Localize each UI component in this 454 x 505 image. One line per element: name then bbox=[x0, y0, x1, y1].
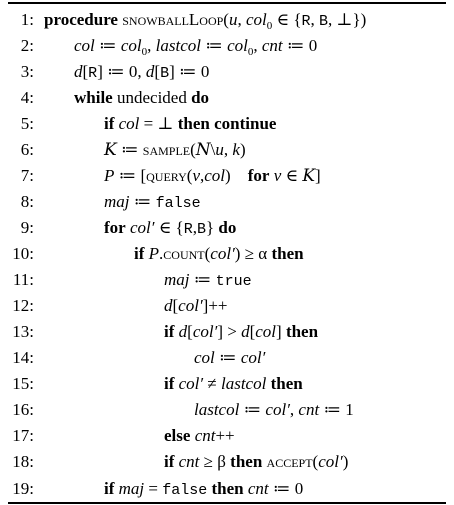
code-token: ( bbox=[190, 140, 196, 159]
code-token: d bbox=[74, 62, 83, 81]
line-code bbox=[104, 215, 236, 243]
line-number: 10: bbox=[12, 244, 34, 263]
code-token: col′ bbox=[318, 452, 343, 471]
algorithm-line bbox=[0, 111, 454, 137]
keyword: do bbox=[218, 218, 237, 237]
keyword: else bbox=[164, 426, 191, 445]
code-token: undecided bbox=[112, 88, 192, 107]
line-number: 12: bbox=[12, 296, 34, 315]
line-number: 18: bbox=[12, 452, 34, 471]
code-token: col bbox=[204, 166, 226, 185]
code-token: ]++ bbox=[202, 296, 228, 315]
line-code bbox=[104, 189, 201, 217]
keyword: then bbox=[211, 479, 244, 498]
line-number: 2: bbox=[20, 36, 34, 55]
keyword: then continue bbox=[177, 114, 277, 133]
algorithm-line bbox=[0, 137, 454, 163]
procedure-name: accept bbox=[266, 452, 313, 471]
code-token: , ⊥}) bbox=[328, 10, 367, 29]
code-token: P bbox=[104, 166, 115, 185]
code-token: col bbox=[194, 348, 215, 367]
line-number: 14: bbox=[12, 348, 34, 367]
code-token: , bbox=[253, 36, 262, 55]
code-token: = ⊥ bbox=[139, 114, 178, 133]
code-token: k bbox=[232, 140, 240, 159]
line-code bbox=[74, 85, 209, 111]
code-token: ) bbox=[225, 166, 248, 185]
code-token: ≔ bbox=[116, 140, 143, 159]
code-token: ≔ 0 bbox=[268, 479, 304, 498]
line-number: 8: bbox=[20, 192, 34, 211]
code-token: ++ bbox=[215, 426, 235, 445]
procedure-name: query bbox=[146, 166, 187, 185]
line-code bbox=[104, 111, 276, 137]
line-code bbox=[164, 293, 228, 319]
code-token: ( bbox=[204, 244, 211, 263]
algorithm-line bbox=[0, 476, 454, 502]
code-token: , bbox=[310, 10, 320, 29]
line-code bbox=[74, 33, 317, 61]
code-token: B bbox=[196, 221, 206, 238]
code-token: ≥ β bbox=[199, 452, 231, 471]
keyword: if bbox=[104, 114, 115, 133]
code-token: ≔ bbox=[200, 36, 228, 55]
line-number: 7: bbox=[20, 166, 34, 185]
code-token: cnt bbox=[298, 400, 320, 419]
code-token: maj bbox=[164, 270, 190, 289]
code-token: 0 bbox=[247, 46, 254, 58]
keyword: for bbox=[247, 166, 270, 185]
code-token: ( bbox=[312, 452, 319, 471]
code-token: u bbox=[228, 10, 238, 29]
keyword: do bbox=[191, 88, 210, 107]
code-token: ( bbox=[186, 166, 193, 185]
algorithm-line bbox=[0, 85, 454, 111]
code-token: K bbox=[104, 140, 117, 160]
keyword: then bbox=[270, 374, 303, 393]
code-token: ∈ { bbox=[154, 218, 184, 237]
keyword: if bbox=[164, 322, 175, 341]
code-token: R bbox=[301, 13, 311, 30]
line-number: 13: bbox=[12, 322, 34, 341]
code-token: [ bbox=[82, 62, 89, 81]
line-code bbox=[104, 163, 321, 189]
code-token: cnt bbox=[261, 36, 283, 55]
code-token: cnt bbox=[247, 479, 269, 498]
code-token: R bbox=[88, 65, 98, 82]
code-token: col′ bbox=[240, 348, 266, 367]
code-token: , bbox=[223, 140, 233, 159]
code-token: lastcol bbox=[194, 400, 240, 419]
line-code bbox=[164, 423, 235, 449]
algorithm-line bbox=[0, 189, 454, 215]
code-token: d bbox=[145, 62, 155, 81]
line-code bbox=[194, 397, 354, 423]
code-token: ) bbox=[239, 140, 246, 159]
algorithm-line bbox=[0, 345, 454, 371]
code-token: ) bbox=[342, 452, 349, 471]
keyword: then bbox=[285, 322, 319, 341]
keyword: for bbox=[104, 218, 126, 237]
code-token: ≔ bbox=[94, 36, 121, 55]
algorithm-line bbox=[0, 397, 454, 423]
algorithm-line bbox=[0, 7, 454, 33]
line-code bbox=[164, 449, 348, 475]
code-token: ≠ bbox=[203, 374, 221, 393]
algorithm-line bbox=[0, 449, 454, 475]
code-token: ] ≔ 0 bbox=[169, 62, 210, 81]
keyword: if bbox=[104, 479, 115, 498]
code-token: ≔ bbox=[239, 400, 266, 419]
code-token: maj bbox=[104, 192, 130, 211]
code-token: d bbox=[164, 296, 173, 315]
code-token: P bbox=[148, 244, 160, 263]
algorithm-line bbox=[0, 293, 454, 319]
code-token: , bbox=[147, 36, 156, 55]
keyword: if bbox=[164, 374, 175, 393]
code-token: d bbox=[241, 322, 250, 341]
code-token: col′ bbox=[265, 400, 290, 419]
code-token: true bbox=[215, 273, 252, 290]
code-token: cnt bbox=[178, 452, 200, 471]
line-number: 5: bbox=[20, 114, 34, 133]
line-code bbox=[164, 267, 252, 295]
line-code bbox=[164, 319, 318, 345]
code-token: ∈ { bbox=[272, 10, 302, 29]
procedure-name: snowballLoop bbox=[122, 10, 224, 29]
code-token: , bbox=[237, 10, 246, 29]
line-code bbox=[104, 137, 246, 163]
code-token: N bbox=[195, 140, 211, 160]
line-number: 9: bbox=[20, 218, 34, 237]
code-token: col′ bbox=[192, 322, 218, 341]
keyword: while bbox=[74, 88, 113, 107]
code-token: maj bbox=[118, 479, 145, 498]
code-token: cnt bbox=[194, 426, 216, 445]
code-token: v bbox=[192, 166, 201, 185]
keyword: then bbox=[271, 244, 304, 263]
code-token: ≔ bbox=[129, 192, 156, 211]
code-token: ( bbox=[223, 10, 229, 29]
algorithm-line bbox=[0, 423, 454, 449]
algorithm-line bbox=[0, 241, 454, 267]
code-token: B bbox=[319, 13, 329, 30]
top-rule bbox=[8, 2, 446, 4]
code-token: ] ≔ 0, bbox=[97, 62, 146, 81]
code-token: col bbox=[227, 36, 248, 55]
line-code bbox=[74, 59, 209, 87]
code-token: ≔ 1 bbox=[319, 400, 354, 419]
line-code bbox=[134, 241, 304, 267]
line-number: 1: bbox=[20, 10, 34, 29]
code-token: B bbox=[160, 65, 170, 82]
line-number: 16: bbox=[12, 400, 34, 419]
algorithm-line bbox=[0, 371, 454, 397]
code-token: col′ bbox=[210, 244, 235, 263]
code-token: ] > bbox=[217, 322, 242, 341]
code-token: col′ bbox=[129, 218, 155, 237]
line-code bbox=[194, 345, 265, 371]
code-token: false bbox=[162, 482, 208, 499]
code-token: = bbox=[144, 479, 163, 498]
code-token: } bbox=[206, 218, 219, 237]
line-number: 17: bbox=[12, 426, 34, 445]
algorithm-line bbox=[0, 59, 454, 85]
line-code bbox=[44, 7, 366, 35]
line-number: 3: bbox=[20, 62, 34, 81]
line-code bbox=[104, 476, 303, 504]
line-number: 6: bbox=[20, 140, 34, 159]
line-number: 11: bbox=[12, 270, 34, 289]
line-number: 15: bbox=[12, 374, 34, 393]
code-token: [ bbox=[187, 322, 193, 341]
code-token: ] bbox=[315, 166, 321, 185]
code-token: u bbox=[215, 140, 224, 159]
code-token: , bbox=[289, 400, 299, 419]
keyword: procedure bbox=[44, 10, 118, 29]
procedure-name: count bbox=[163, 244, 205, 263]
code-token: ) ≥ α bbox=[234, 244, 272, 263]
code-token: 0 bbox=[266, 20, 273, 32]
code-token: col bbox=[255, 322, 277, 341]
line-number: 4: bbox=[20, 88, 34, 107]
algorithm-line bbox=[0, 319, 454, 345]
algorithm-line bbox=[0, 267, 454, 293]
keyword: if bbox=[164, 452, 175, 471]
code-token: col bbox=[74, 36, 95, 55]
code-token: , bbox=[192, 218, 197, 237]
code-token: col bbox=[120, 36, 142, 55]
code-token: K bbox=[302, 166, 316, 186]
code-token: lastcol bbox=[220, 374, 267, 393]
code-token: d bbox=[178, 322, 188, 341]
code-token: R bbox=[183, 221, 193, 238]
line-code bbox=[164, 371, 303, 397]
keyword: if bbox=[134, 244, 145, 263]
line-number: 19: bbox=[12, 479, 34, 498]
code-token: ≔ bbox=[214, 348, 241, 367]
algorithm-line bbox=[0, 33, 454, 59]
code-token: , bbox=[200, 166, 205, 185]
code-token: ≔ [ bbox=[114, 166, 147, 185]
code-token: 0 bbox=[141, 46, 148, 58]
code-token: false bbox=[155, 195, 201, 212]
code-token: [ bbox=[249, 322, 256, 341]
code-token: col′ bbox=[178, 374, 204, 393]
code-token: col bbox=[245, 10, 267, 29]
code-token: [ bbox=[172, 296, 179, 315]
code-token: ≔ bbox=[189, 270, 216, 289]
keyword: then bbox=[230, 452, 263, 471]
code-token: ] bbox=[276, 322, 286, 341]
code-token: \ bbox=[210, 140, 216, 159]
algorithm-line bbox=[0, 163, 454, 189]
code-token: lastcol bbox=[155, 36, 201, 55]
code-token: ∈ bbox=[281, 166, 303, 185]
bottom-rule bbox=[8, 502, 446, 504]
code-token: [ bbox=[154, 62, 161, 81]
code-token: ≔ 0 bbox=[282, 36, 318, 55]
algorithm-line bbox=[0, 215, 454, 241]
procedure-name: sample bbox=[142, 140, 191, 159]
code-token: col bbox=[118, 114, 140, 133]
code-token: v bbox=[273, 166, 282, 185]
code-token: . bbox=[159, 244, 164, 263]
code-token: col′ bbox=[178, 296, 203, 315]
